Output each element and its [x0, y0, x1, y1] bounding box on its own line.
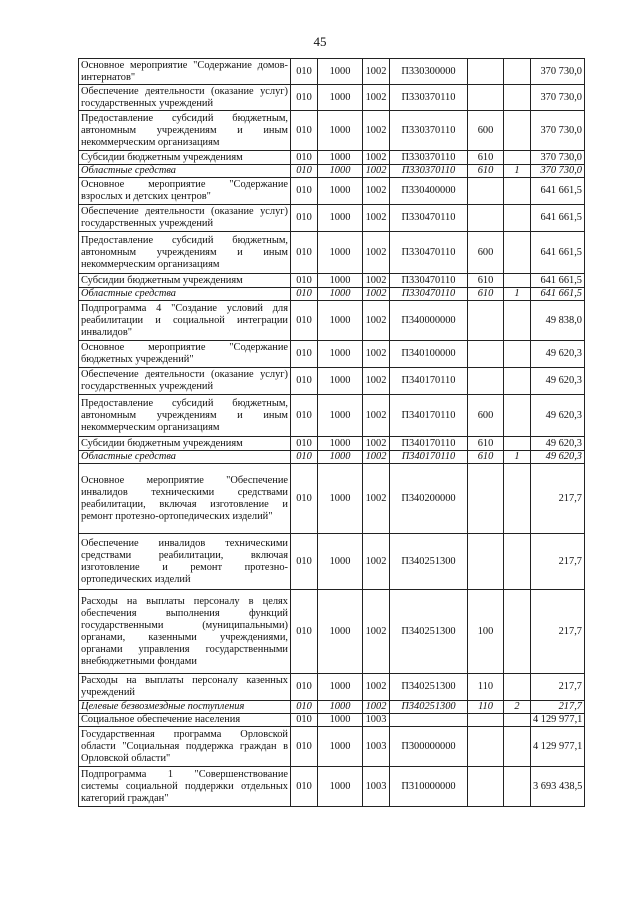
- target-article-cell: П330370110: [390, 165, 468, 178]
- funding-source-cell: [504, 534, 531, 590]
- table-row: [79, 451, 585, 464]
- admin-code-cell: 010: [291, 85, 318, 111]
- subsection-code-cell: 1002: [363, 111, 390, 151]
- table-row: [79, 274, 585, 288]
- page-number: 45: [313, 34, 327, 49]
- subsection-code-cell: 1002: [363, 437, 390, 451]
- section-code-cell: 1000: [318, 451, 363, 464]
- expense-type-cell: [468, 341, 504, 368]
- target-article-cell: П330370110: [390, 111, 468, 151]
- row-name-cell: Подпрограмма 4 "Создание условий для реабилитации и социальной интеграции инвалидов": [79, 301, 291, 341]
- expense-type-cell: [468, 205, 504, 232]
- subsection-code-cell: 1002: [363, 85, 390, 111]
- funding-source-cell: [504, 232, 531, 274]
- section-code-cell: 1000: [318, 288, 363, 301]
- subsection-code-cell: 1002: [363, 395, 390, 437]
- section-code-cell: 1000: [318, 767, 363, 807]
- admin-code-cell: 010: [291, 451, 318, 464]
- table-row: [79, 395, 585, 437]
- row-name-cell: Основное мероприятие "Содержание взрослых и детских центров": [79, 178, 291, 205]
- funding-source-cell: [504, 301, 531, 341]
- section-code-cell: 1000: [318, 395, 363, 437]
- expense-type-cell: 110: [468, 701, 504, 714]
- table-row: [79, 165, 585, 178]
- target-article-cell: [390, 714, 468, 727]
- subsection-code-cell: 1002: [363, 288, 390, 301]
- target-article-cell: П330370110: [390, 151, 468, 165]
- table-row: [79, 178, 585, 205]
- table-row: [79, 464, 585, 534]
- row-name-cell: Субсидии бюджетным учреждениям: [79, 151, 291, 165]
- section-code-cell: 1000: [318, 727, 363, 767]
- admin-code-cell: 010: [291, 151, 318, 165]
- row-name-cell: Целевые безвозмездные поступления: [79, 701, 291, 714]
- funding-source-cell: [504, 274, 531, 288]
- target-article-cell: П330470110: [390, 205, 468, 232]
- amount-cell: 370 730,0: [531, 59, 585, 85]
- target-article-cell: П340100000: [390, 341, 468, 368]
- amount-cell: 641 661,5: [531, 232, 585, 274]
- row-name-cell: Предоставление субсидий бюджетным, автономным учреждениям и иным некоммерческим организациям: [79, 111, 291, 151]
- table-row: [79, 674, 585, 701]
- funding-source-cell: [504, 341, 531, 368]
- subsection-code-cell: 1002: [363, 368, 390, 395]
- funding-source-cell: [504, 178, 531, 205]
- expense-type-cell: 610: [468, 274, 504, 288]
- admin-code-cell: 010: [291, 368, 318, 395]
- subsection-code-cell: 1002: [363, 151, 390, 165]
- subsection-code-cell: 1002: [363, 205, 390, 232]
- row-name-cell: Предоставление субсидий бюджетным, автономным учреждениям и иным некоммерческим организациям: [79, 232, 291, 274]
- amount-cell: 49 620,3: [531, 395, 585, 437]
- table-row: [79, 437, 585, 451]
- funding-source-cell: [504, 395, 531, 437]
- row-name-cell: Областные средства: [79, 288, 291, 301]
- target-article-cell: П310000000: [390, 767, 468, 807]
- expense-type-cell: [468, 301, 504, 341]
- funding-source-cell: [504, 111, 531, 151]
- section-code-cell: 1000: [318, 437, 363, 451]
- admin-code-cell: 010: [291, 205, 318, 232]
- amount-cell: 49 620,3: [531, 341, 585, 368]
- target-article-cell: П330300000: [390, 59, 468, 85]
- funding-source-cell: [504, 727, 531, 767]
- amount-cell: 217,7: [531, 534, 585, 590]
- expense-type-cell: [468, 85, 504, 111]
- admin-code-cell: 010: [291, 701, 318, 714]
- admin-code-cell: 010: [291, 674, 318, 701]
- expense-type-cell: [468, 59, 504, 85]
- target-article-cell: П340000000: [390, 301, 468, 341]
- amount-cell: 49 620,3: [531, 437, 585, 451]
- row-name-cell: Основное мероприятие "Обеспечение инвалидов техническими средствами реабилитации, включая изготовление и ремонт протезно-ортопедических изделий": [79, 464, 291, 534]
- target-article-cell: П330470110: [390, 274, 468, 288]
- section-code-cell: 1000: [318, 111, 363, 151]
- target-article-cell: П340200000: [390, 464, 468, 534]
- amount-cell: 641 661,5: [531, 288, 585, 301]
- admin-code-cell: 010: [291, 395, 318, 437]
- target-article-cell: П330470110: [390, 288, 468, 301]
- funding-source-cell: [504, 714, 531, 727]
- subsection-code-cell: 1002: [363, 590, 390, 674]
- section-code-cell: 1000: [318, 59, 363, 85]
- row-name-cell: Областные средства: [79, 451, 291, 464]
- funding-source-cell: [504, 151, 531, 165]
- funding-source-cell: [504, 368, 531, 395]
- section-code-cell: 1000: [318, 590, 363, 674]
- row-name-cell: Подпрограмма 1 "Совершенствование системы социальной поддержки отдельных категорий граждан": [79, 767, 291, 807]
- table-row: [79, 714, 585, 727]
- table-row: [79, 85, 585, 111]
- admin-code-cell: 010: [291, 590, 318, 674]
- admin-code-cell: 010: [291, 301, 318, 341]
- amount-cell: 217,7: [531, 674, 585, 701]
- row-name-cell: Субсидии бюджетным учреждениям: [79, 274, 291, 288]
- section-code-cell: 1000: [318, 85, 363, 111]
- table-row: [79, 232, 585, 274]
- funding-source-cell: [504, 205, 531, 232]
- subsection-code-cell: 1002: [363, 451, 390, 464]
- subsection-code-cell: 1002: [363, 341, 390, 368]
- expense-type-cell: [468, 534, 504, 590]
- funding-source-cell: [504, 85, 531, 111]
- amount-cell: 4 129 977,1: [531, 714, 585, 727]
- amount-cell: 49 620,3: [531, 368, 585, 395]
- amount-cell: 49 620,3: [531, 451, 585, 464]
- amount-cell: 370 730,0: [531, 111, 585, 151]
- admin-code-cell: 010: [291, 714, 318, 727]
- funding-source-cell: [504, 464, 531, 534]
- expense-type-cell: [468, 464, 504, 534]
- admin-code-cell: 010: [291, 59, 318, 85]
- expense-type-cell: 610: [468, 151, 504, 165]
- amount-cell: 370 730,0: [531, 165, 585, 178]
- amount-cell: 217,7: [531, 464, 585, 534]
- target-article-cell: П340170110: [390, 368, 468, 395]
- target-article-cell: П340170110: [390, 395, 468, 437]
- expense-type-cell: 110: [468, 674, 504, 701]
- subsection-code-cell: 1003: [363, 727, 390, 767]
- expense-type-cell: 610: [468, 437, 504, 451]
- row-name-cell: Расходы на выплаты персоналу казенных учреждений: [79, 674, 291, 701]
- funding-source-cell: [504, 437, 531, 451]
- amount-cell: 4 129 977,1: [531, 727, 585, 767]
- admin-code-cell: 010: [291, 341, 318, 368]
- admin-code-cell: 010: [291, 165, 318, 178]
- row-name-cell: Расходы на выплаты персоналу в целях обеспечения выполнения функций государственными (муниципальными) органами, казенными учреждениями, органами управления государственными внебюджетными фондами: [79, 590, 291, 674]
- target-article-cell: П340251300: [390, 534, 468, 590]
- row-name-cell: Обеспечение деятельности (оказание услуг) государственных учреждений: [79, 368, 291, 395]
- funding-source-cell: 1: [504, 288, 531, 301]
- amount-cell: 641 661,5: [531, 205, 585, 232]
- subsection-code-cell: 1002: [363, 232, 390, 274]
- expense-type-cell: [468, 714, 504, 727]
- admin-code-cell: 010: [291, 767, 318, 807]
- target-article-cell: П340251300: [390, 590, 468, 674]
- section-code-cell: 1000: [318, 151, 363, 165]
- funding-source-cell: [504, 674, 531, 701]
- section-code-cell: 1000: [318, 205, 363, 232]
- section-code-cell: 1000: [318, 341, 363, 368]
- row-name-cell: Обеспечение деятельности (оказание услуг) государственных учреждений: [79, 85, 291, 111]
- row-name-cell: Областные средства: [79, 165, 291, 178]
- admin-code-cell: 010: [291, 464, 318, 534]
- expense-type-cell: 600: [468, 232, 504, 274]
- section-code-cell: 1000: [318, 701, 363, 714]
- section-code-cell: 1000: [318, 534, 363, 590]
- admin-code-cell: 010: [291, 274, 318, 288]
- subsection-code-cell: 1002: [363, 301, 390, 341]
- row-name-cell: Социальное обеспечение населения: [79, 714, 291, 727]
- table-row: [79, 288, 585, 301]
- admin-code-cell: 010: [291, 232, 318, 274]
- funding-source-cell: [504, 767, 531, 807]
- table-row: [79, 151, 585, 165]
- expense-type-cell: 610: [468, 288, 504, 301]
- target-article-cell: П330370110: [390, 85, 468, 111]
- table-row: [79, 111, 585, 151]
- amount-cell: 49 838,0: [531, 301, 585, 341]
- subsection-code-cell: 1002: [363, 674, 390, 701]
- target-article-cell: П300000000: [390, 727, 468, 767]
- table-row: [79, 301, 585, 341]
- target-article-cell: П340251300: [390, 701, 468, 714]
- row-name-cell: Основное мероприятие "Содержание домов-интернатов": [79, 59, 291, 85]
- subsection-code-cell: 1002: [363, 464, 390, 534]
- target-article-cell: П330470110: [390, 232, 468, 274]
- expense-type-cell: 100: [468, 590, 504, 674]
- subsection-code-cell: 1002: [363, 59, 390, 85]
- expense-type-cell: 610: [468, 165, 504, 178]
- amount-cell: 641 661,5: [531, 274, 585, 288]
- section-code-cell: 1000: [318, 464, 363, 534]
- target-article-cell: П340170110: [390, 451, 468, 464]
- admin-code-cell: 010: [291, 437, 318, 451]
- admin-code-cell: 010: [291, 534, 318, 590]
- expense-type-cell: [468, 767, 504, 807]
- funding-source-cell: [504, 590, 531, 674]
- subsection-code-cell: 1002: [363, 274, 390, 288]
- expense-type-cell: 610: [468, 451, 504, 464]
- expense-type-cell: 600: [468, 395, 504, 437]
- section-code-cell: 1000: [318, 368, 363, 395]
- admin-code-cell: 010: [291, 288, 318, 301]
- row-name-cell: Государственная программа Орловской области "Социальная поддержка граждан в Орловской области": [79, 727, 291, 767]
- section-code-cell: 1000: [318, 178, 363, 205]
- section-code-cell: 1000: [318, 301, 363, 341]
- table-row: [79, 341, 585, 368]
- subsection-code-cell: 1002: [363, 165, 390, 178]
- row-name-cell: Основное мероприятие "Содержание бюджетных учреждений": [79, 341, 291, 368]
- admin-code-cell: 010: [291, 727, 318, 767]
- funding-source-cell: 1: [504, 165, 531, 178]
- section-code-cell: 1000: [318, 274, 363, 288]
- table-row: [79, 368, 585, 395]
- table-body: [79, 59, 585, 807]
- admin-code-cell: 010: [291, 178, 318, 205]
- subsection-code-cell: 1002: [363, 178, 390, 205]
- budget-table: [78, 58, 585, 807]
- row-name-cell: Обеспечение инвалидов техническими средствами реабилитации, включая изготовление и ремонт протезно-ортопедических изделий: [79, 534, 291, 590]
- funding-source-cell: 2: [504, 701, 531, 714]
- table-row: [79, 534, 585, 590]
- admin-code-cell: 010: [291, 111, 318, 151]
- amount-cell: 370 730,0: [531, 151, 585, 165]
- row-name-cell: Обеспечение деятельности (оказание услуг) государственных учреждений: [79, 205, 291, 232]
- target-article-cell: П330400000: [390, 178, 468, 205]
- table-row: [79, 767, 585, 807]
- subsection-code-cell: 1003: [363, 767, 390, 807]
- row-name-cell: Предоставление субсидий бюджетным, автономным учреждениям и иным некоммерческим организациям: [79, 395, 291, 437]
- section-code-cell: 1000: [318, 165, 363, 178]
- expense-type-cell: 600: [468, 111, 504, 151]
- subsection-code-cell: 1002: [363, 701, 390, 714]
- amount-cell: 641 661,5: [531, 178, 585, 205]
- section-code-cell: 1000: [318, 674, 363, 701]
- expense-type-cell: [468, 178, 504, 205]
- table-row: [79, 59, 585, 85]
- target-article-cell: П340170110: [390, 437, 468, 451]
- amount-cell: 370 730,0: [531, 85, 585, 111]
- section-code-cell: 1000: [318, 232, 363, 274]
- table-row: [79, 590, 585, 674]
- table-row: [79, 205, 585, 232]
- amount-cell: 3 693 438,5: [531, 767, 585, 807]
- row-name-cell: Субсидии бюджетным учреждениям: [79, 437, 291, 451]
- expense-type-cell: [468, 368, 504, 395]
- section-code-cell: 1000: [318, 714, 363, 727]
- subsection-code-cell: 1002: [363, 534, 390, 590]
- subsection-code-cell: 1003: [363, 714, 390, 727]
- table-row: [79, 701, 585, 714]
- amount-cell: 217,7: [531, 590, 585, 674]
- amount-cell: 217,7: [531, 701, 585, 714]
- expense-type-cell: [468, 727, 504, 767]
- funding-source-cell: 1: [504, 451, 531, 464]
- table-row: [79, 727, 585, 767]
- target-article-cell: П340251300: [390, 674, 468, 701]
- funding-source-cell: [504, 59, 531, 85]
